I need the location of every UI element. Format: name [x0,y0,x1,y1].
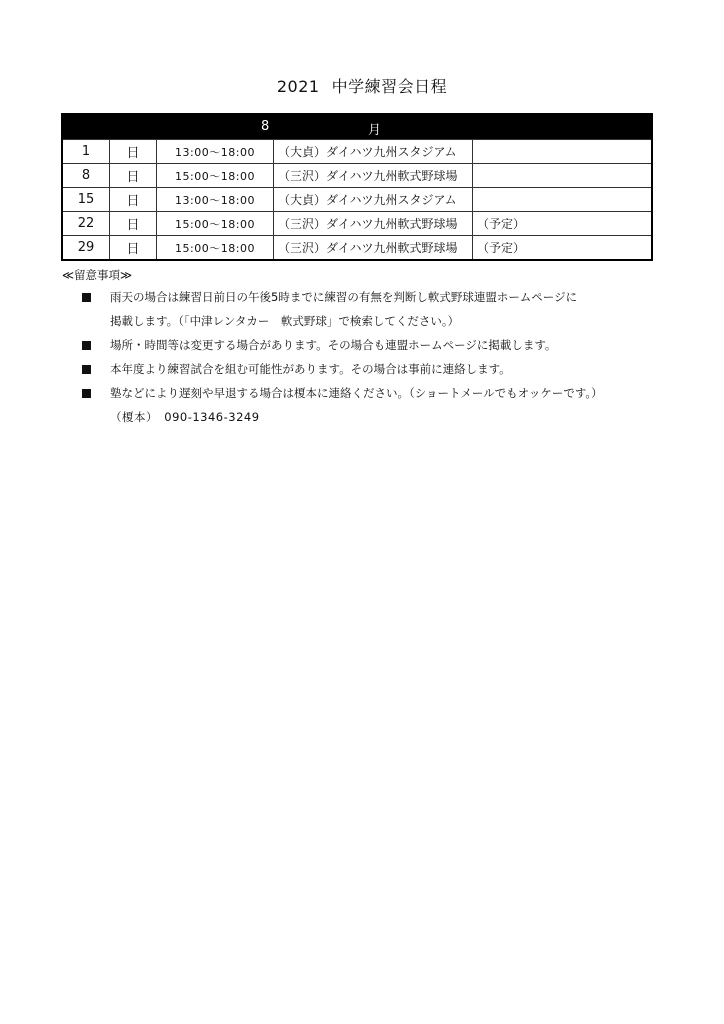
note-item [62,285,662,309]
schedule-table [61,113,653,261]
table-row [62,164,652,188]
note-cell: （予定） [473,236,653,261]
venue-cell: （大貞）ダイハツ九州スタジアム [274,188,473,212]
notes-section [62,265,662,429]
table-header-row [62,114,652,140]
note-cell [473,164,653,188]
table-row [62,188,652,212]
weekday-cell: 日 [110,164,157,188]
notes-heading: ≪留意事項≫ [62,268,133,282]
weekday-cell: 日 [110,212,157,236]
note-text: 塾などにより遅刻や早退する場合は榎本に連絡ください。（ショートメールでもオッケーです。） [110,386,603,400]
note-cell [473,140,653,164]
venue-cell: （大貞）ダイハツ九州スタジアム [274,140,473,164]
title-text: 中学練習会日程 [331,77,448,96]
note-text: 場所・時間等は変更する場合があります。その場合も連盟ホームページに掲載します。 [110,338,557,352]
note-item [62,333,662,357]
square-bullet-icon [82,389,91,398]
contact-text: （榎本） 090-1346-3249 [110,410,260,424]
day-cell: 8 [62,164,110,188]
note-text: 掲載します。（「中津レンタカー 軟式野球」で検索してください。） [110,314,460,328]
venue-cell: （三沢）ダイハツ九州軟式野球場 [274,212,473,236]
weekday-cell: 日 [110,188,157,212]
day-cell: 29 [62,236,110,261]
day-cell: 15 [62,188,110,212]
square-bullet-icon [82,365,91,374]
venue-cell: （三沢）ダイハツ九州軟式野球場 [274,236,473,261]
weekday-cell: 日 [110,140,157,164]
note-text: 雨天の場合は練習日前日の午後5時までに練習の有無を判断し軟式野球連盟ホームページに [110,290,578,304]
venue-cell: （三沢）ダイハツ九州軟式野球場 [274,164,473,188]
square-bullet-icon [82,293,91,302]
time-cell: 13:00～18:00 [157,188,274,212]
square-bullet-icon [82,341,91,350]
note-item [62,357,662,381]
time-cell: 15:00～18:00 [157,164,274,188]
month-number: 8 [261,119,270,134]
title-year: 2021 [276,77,320,96]
time-cell: 13:00～18:00 [157,140,274,164]
note-cell: （予定） [473,212,653,236]
note-cell [473,188,653,212]
table-row [62,236,652,261]
table-row [62,140,652,164]
month-header [62,114,652,140]
note-item-continuation [62,309,662,333]
weekday-cell: 日 [110,236,157,261]
contact-line [62,405,662,429]
month-unit: 月 [368,123,382,138]
note-item [62,381,662,405]
note-text: 本年度より練習試合を組む可能性があります。その場合は事前に連絡します。 [110,362,511,376]
page-title [0,74,724,97]
time-cell: 15:00～18:00 [157,212,274,236]
day-cell: 1 [62,140,110,164]
day-cell: 22 [62,212,110,236]
table-row [62,212,652,236]
time-cell: 15:00～18:00 [157,236,274,261]
